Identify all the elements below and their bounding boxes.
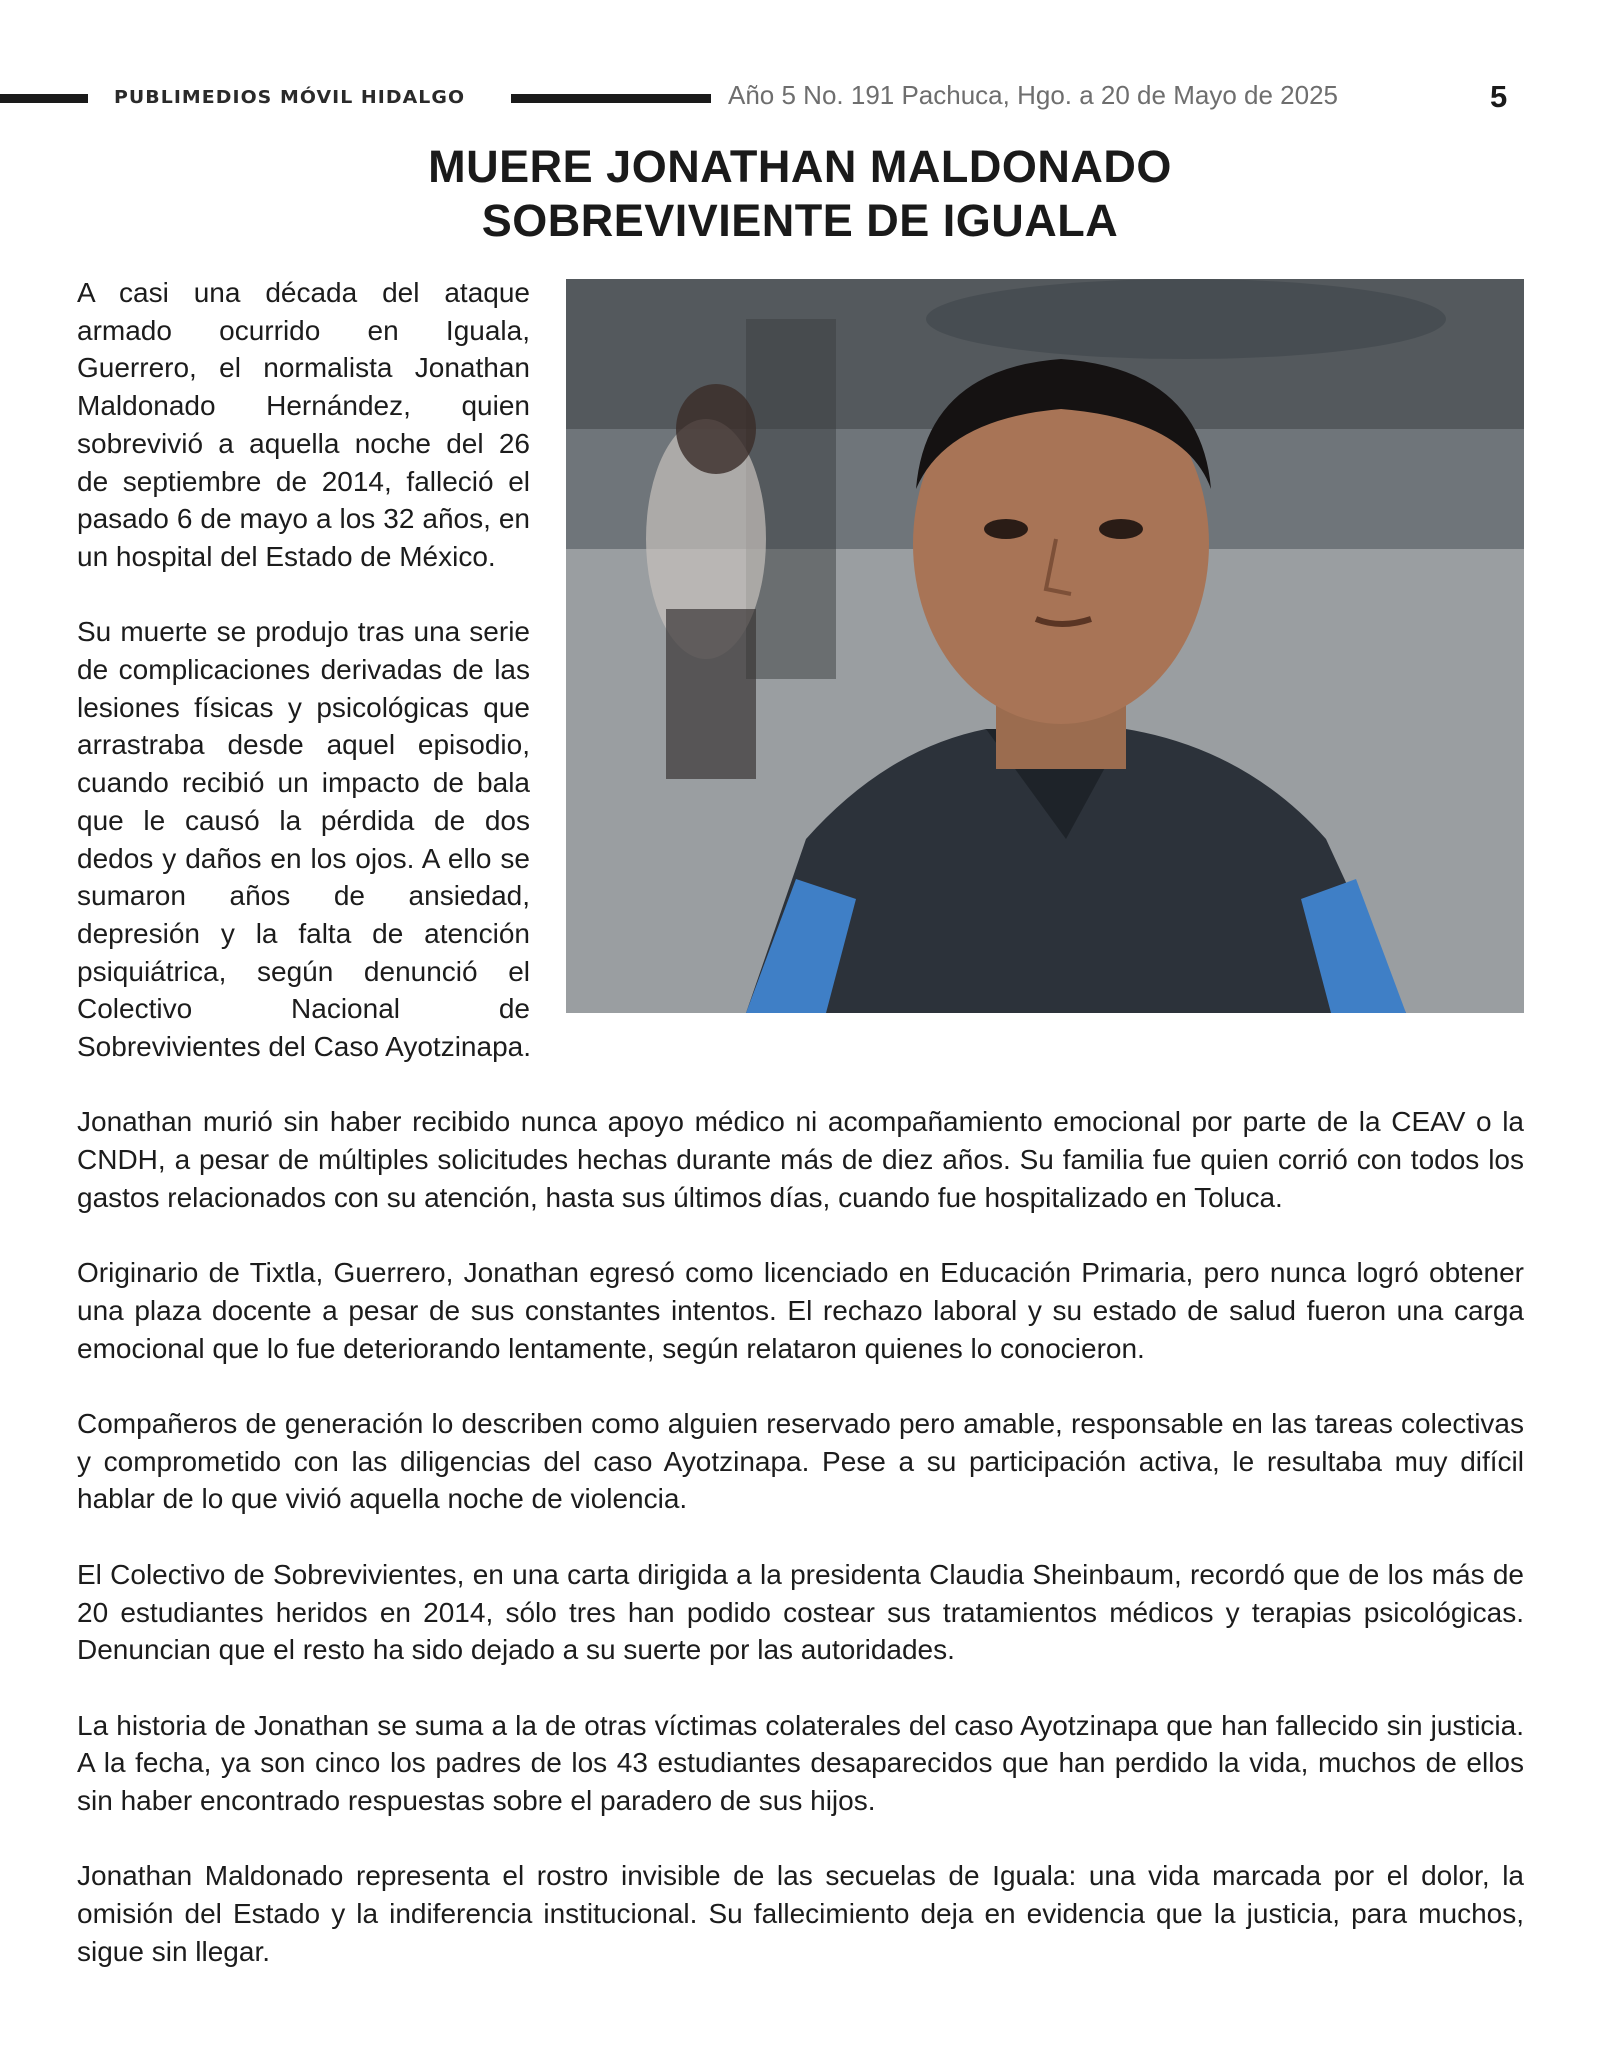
- paragraph-4: Originario de Tixtla, Guerrero, Jonathan egresó como licenciado en Educación Primaria, pero nunca logró obtener una plaza docente a pesar de sus constantes intentos. El rechazo laboral y su estado de salud fueron una carga emocional que lo fue deteriorando lentamente, según relataron quienes lo conocieron.: [77, 1257, 1524, 1364]
- paragraph-8: Jonathan Maldonado representa el rostro invisible de las secuelas de Iguala: una vida marcada por el dolor, la omisión del Estado y la indiferencia institucional. Su fallecimiento deja en evidencia que la justicia, para muchos, sigue sin llegar.: [77, 1860, 1524, 1967]
- paragraph-7: La historia de Jonathan se suma a la de otras víctimas colaterales del caso Ayotzinapa que han fallecido sin justicia. A la fecha, ya son cinco los padres de los 43 estudiantes desaparecidos que han perdido la vida, muchos de ellos sin haber encontrado respuestas sobre el paradero de sus hijos.: [77, 1709, 1524, 1817]
- page-number: 5: [1490, 79, 1508, 114]
- masthead: [0, 79, 1600, 114]
- publication-name: PUBLIMEDIOS MÓVIL HIDALGO: [114, 87, 466, 108]
- paragraph-5: Compañeros de generación lo describen como alguien reservado pero amable, responsable en las tareas colectivas y comprometido con las diligencias del caso Ayotzinapa. Pese a su participación activa, le resultaba muy difícil hablar de lo que vivió aquella noche de violencia.: [77, 1408, 1524, 1515]
- portrait-photo-icon: [566, 279, 1524, 1013]
- paragraph-1: A casi una década del ataque armado ocurrido en Iguala, Guerrero, el normalista Jonathan Maldonado Hernández, quien sobrevivió a aquella noche del 26 de septiembre de 2014, falleció el pasado 6 de mayo a los 32 años, en un hospital del Estado de México.: [77, 277, 530, 572]
- headline-line-1: MUERE JONATHAN MALDONADO: [428, 141, 1172, 192]
- paragraph-3: Jonathan murió sin haber recibido nunca apoyo médico ni acompañamiento emocional por parte de la CEAV o la CNDH, a pesar de múltiples solicitudes hechas durante más de diez años. Su familia fue quien corrió con todos los gastos relacionados con su atención, hasta sus últimos días, cuando fue hospitalizado en Toluca.: [77, 1106, 1524, 1213]
- portrait-photo: [566, 279, 1524, 1013]
- issue-line: Año 5 No. 191 Pachuca, Hgo. a 20 de Mayo de 2025: [728, 80, 1338, 110]
- paragraph-6: El Colectivo de Sobrevivientes, en una carta dirigida a la presidenta Claudia Sheinbaum, recordó que de los más de 20 estudiantes heridos en 2014, sólo tres han podido costear sus tratamientos médicos y terapias psicológicas. Denuncian que el resto ha sido dejado a su suerte por las autoridades.: [77, 1558, 1524, 1666]
- article-body: [77, 274, 1524, 2008]
- headline: [200, 140, 1400, 248]
- paragraph-2: Su muerte se produjo tras una serie de complicaciones derivadas de las lesiones físicas y psicológicas que arrastraba desde aquel episodio, cuando recibió un impacto de bala que le causó la pérdida de dos dedos y daños en los ojos. A ello se sumaron años de ansiedad, depresión y la falta de atención psiquiátrica, según denunció el Colectivo Nacional de Sobrevivientes del Caso Ayotzinapa.: [77, 616, 531, 1063]
- masthead-rule-middle: [511, 94, 711, 103]
- masthead-rule-left: [0, 94, 88, 103]
- headline-line-2: SOBREVIVIENTE DE IGUALA: [481, 195, 1119, 246]
